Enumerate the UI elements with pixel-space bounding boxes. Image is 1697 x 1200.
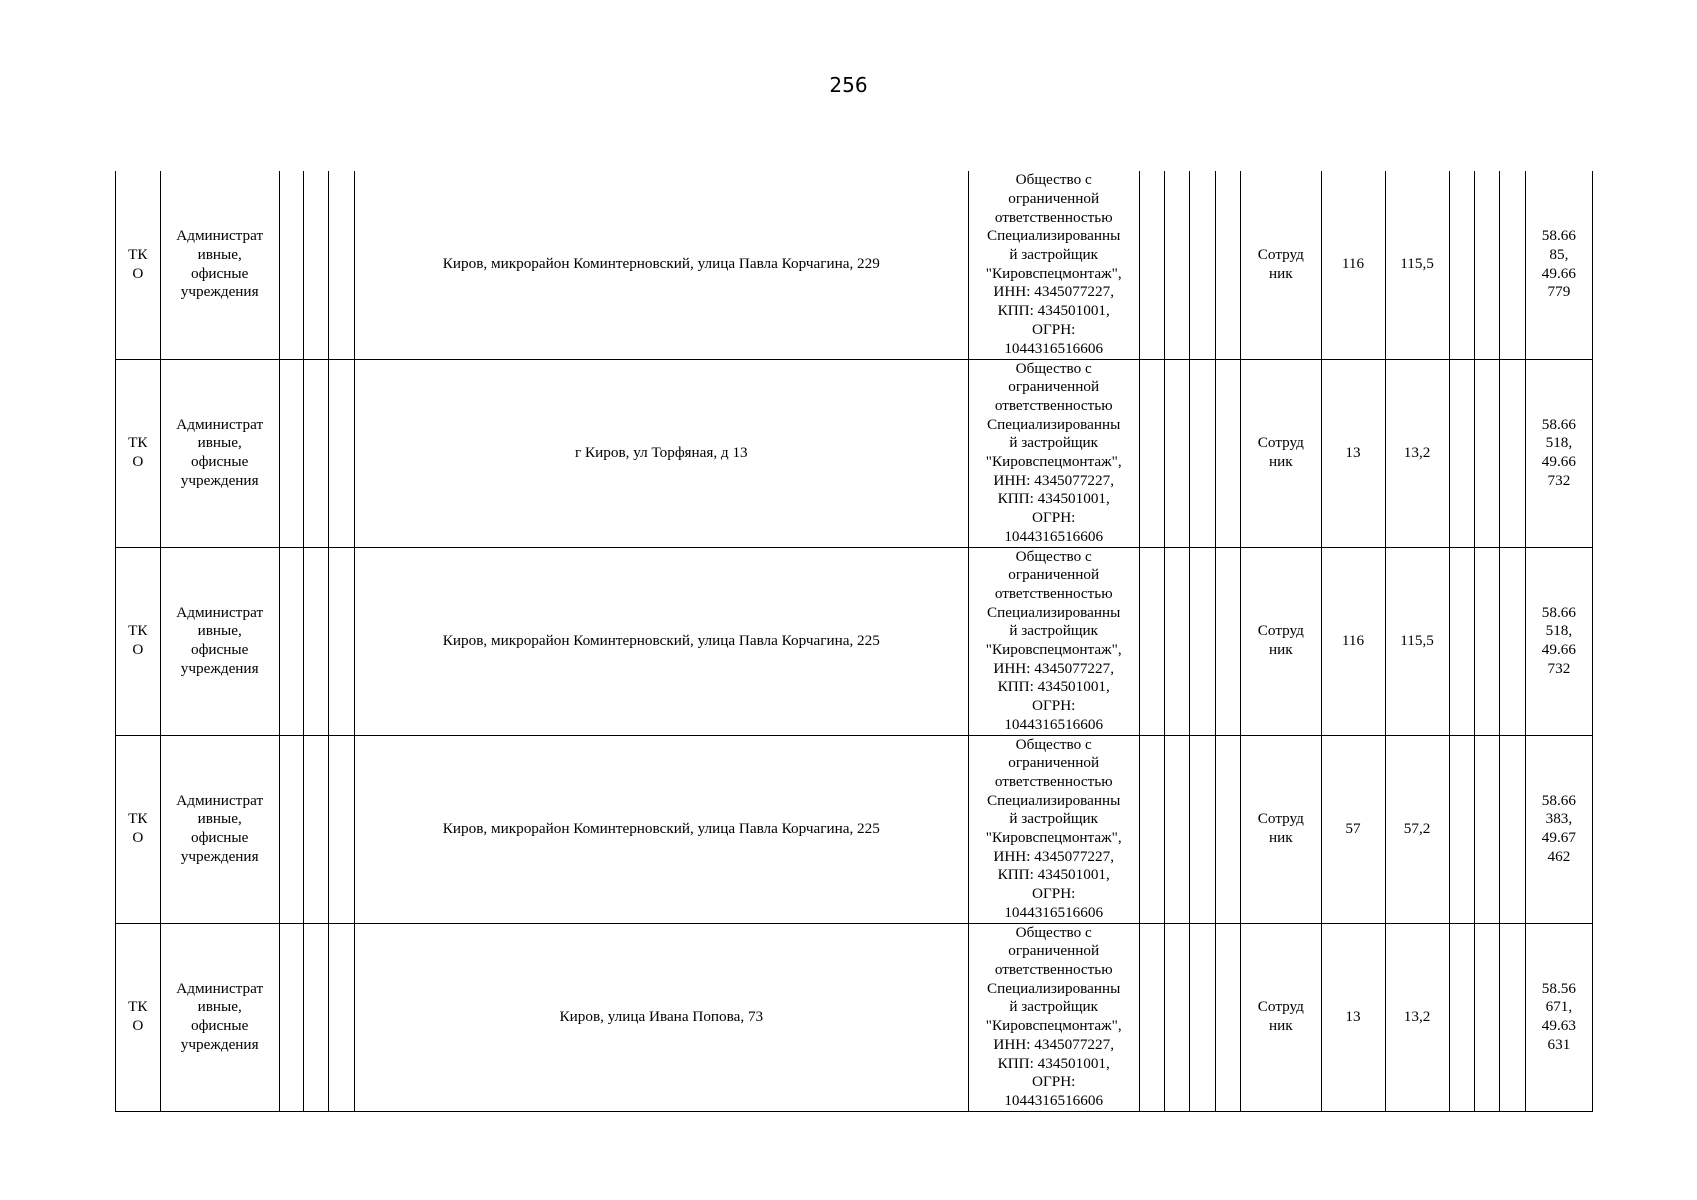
empty-cell xyxy=(1500,735,1525,923)
unit-cell xyxy=(1241,735,1321,923)
empty-cell xyxy=(1164,359,1189,547)
empty-cell xyxy=(1190,171,1215,359)
operator-text: Общество с ограниченной ответственностью Специализированны й застройщик "Кировспецмонтаж", ИНН: 4345077227, КПП: 434501001, ОГРН: 1044316516606 xyxy=(985,735,1122,921)
waste-type-cell xyxy=(116,547,161,735)
empty-cell xyxy=(1139,359,1164,547)
quantity-cell xyxy=(1321,359,1385,547)
empty-cell xyxy=(1215,359,1240,547)
unit-text: Сотруд ник xyxy=(1257,810,1304,847)
coordinates-text: 58.66 85, 49.66 779 xyxy=(1541,227,1576,301)
quantity-text: 13 xyxy=(1345,443,1361,461)
unit-text: Сотруд ник xyxy=(1257,622,1304,659)
empty-cell xyxy=(1449,923,1474,1111)
operator-cell xyxy=(968,171,1139,359)
empty-cell xyxy=(1164,735,1189,923)
page-number: 256 xyxy=(829,73,868,97)
table-row xyxy=(116,735,1593,923)
waste-type-text: ТК О xyxy=(128,246,148,282)
empty-cell xyxy=(279,547,303,735)
empty-cell xyxy=(1164,923,1189,1111)
unit-text: Сотруд ник xyxy=(1257,998,1304,1035)
operator-cell xyxy=(968,359,1139,547)
quantity-text: 57 xyxy=(1345,819,1361,837)
category-text: Администрат ивные, офисные учреждения xyxy=(176,791,264,865)
category-cell xyxy=(160,171,279,359)
table-row xyxy=(116,923,1593,1111)
volume-cell xyxy=(1385,735,1449,923)
volume-text: 13,2 xyxy=(1403,443,1431,461)
unit-text: Сотруд ник xyxy=(1257,246,1304,282)
operator-cell xyxy=(968,923,1139,1111)
address-text: г Киров, ул Торфяная, д 13 xyxy=(575,443,748,461)
empty-cell xyxy=(1474,735,1499,923)
empty-cell xyxy=(304,735,329,923)
volume-text: 115,5 xyxy=(1400,255,1434,273)
waste-type-cell xyxy=(116,735,161,923)
quantity-text: 13 xyxy=(1345,1007,1361,1025)
operator-text: Общество с ограниченной ответственностью Специализированны й застройщик "Кировспецмонтаж", ИНН: 4345077227, КПП: 434501001, ОГРН: 1044316516606 xyxy=(985,359,1122,545)
empty-cell xyxy=(1215,547,1240,735)
empty-cell xyxy=(1190,735,1215,923)
address-text: Киров, микрорайон Коминтерновский, улица Павла Корчагина, 225 xyxy=(442,631,880,649)
empty-cell xyxy=(1139,735,1164,923)
coordinates-text: 58.56 671, 49.63 631 xyxy=(1541,979,1576,1053)
empty-cell xyxy=(1474,171,1499,359)
volume-text: 57,2 xyxy=(1403,819,1431,837)
empty-cell xyxy=(1139,923,1164,1111)
empty-cell xyxy=(1449,171,1474,359)
empty-cell xyxy=(329,171,354,359)
address-cell xyxy=(354,547,968,735)
quantity-cell xyxy=(1321,735,1385,923)
empty-cell xyxy=(279,735,303,923)
operator-cell xyxy=(968,735,1139,923)
empty-cell xyxy=(329,735,354,923)
volume-cell xyxy=(1385,171,1449,359)
address-cell xyxy=(354,923,968,1111)
empty-cell xyxy=(1500,171,1525,359)
waste-type-text: ТК О xyxy=(128,810,148,847)
unit-cell xyxy=(1241,547,1321,735)
volume-cell xyxy=(1385,923,1449,1111)
empty-cell xyxy=(1190,923,1215,1111)
table-row xyxy=(116,359,1593,547)
table-row xyxy=(116,547,1593,735)
empty-cell xyxy=(279,171,303,359)
address-cell xyxy=(354,735,968,923)
empty-cell xyxy=(329,359,354,547)
quantity-text: 116 xyxy=(1341,631,1365,649)
category-text: Администрат ивные, офисные учреждения xyxy=(176,415,264,489)
coordinates-cell xyxy=(1525,735,1592,923)
unit-cell xyxy=(1241,923,1321,1111)
empty-cell xyxy=(304,923,329,1111)
empty-cell xyxy=(329,923,354,1111)
operator-text: Общество с ограниченной ответственностью Специализированны й застройщик "Кировспецмонтаж", ИНН: 4345077227, КПП: 434501001, ОГРН: 1044316516606 xyxy=(985,547,1122,733)
empty-cell xyxy=(1164,547,1189,735)
address-cell xyxy=(354,359,968,547)
volume-text: 115,5 xyxy=(1400,631,1434,649)
waste-type-text: ТК О xyxy=(128,622,148,659)
empty-cell xyxy=(1500,359,1525,547)
unit-text: Сотруд ник xyxy=(1257,434,1304,471)
quantity-cell xyxy=(1321,171,1385,359)
category-cell xyxy=(160,923,279,1111)
volume-text: 13,2 xyxy=(1403,1007,1431,1025)
empty-cell xyxy=(1139,547,1164,735)
empty-cell xyxy=(1500,923,1525,1111)
category-text: Администрат ивные, офисные учреждения xyxy=(176,979,264,1053)
coordinates-text: 58.66 518, 49.66 732 xyxy=(1541,603,1576,677)
category-cell xyxy=(160,359,279,547)
coordinates-cell xyxy=(1525,547,1592,735)
operator-cell xyxy=(968,547,1139,735)
quantity-cell xyxy=(1321,923,1385,1111)
unit-cell xyxy=(1241,171,1321,359)
empty-cell xyxy=(329,547,354,735)
table-row xyxy=(116,171,1593,359)
coordinates-cell xyxy=(1525,171,1592,359)
waste-type-cell xyxy=(116,923,161,1111)
unit-cell xyxy=(1241,359,1321,547)
coordinates-cell xyxy=(1525,923,1592,1111)
empty-cell xyxy=(1474,923,1499,1111)
coordinates-cell xyxy=(1525,359,1592,547)
address-cell xyxy=(354,171,968,359)
empty-cell xyxy=(1449,735,1474,923)
empty-cell xyxy=(279,923,303,1111)
address-text: Киров, улица Ивана Попова, 73 xyxy=(559,1007,764,1025)
empty-cell xyxy=(1215,923,1240,1111)
empty-cell xyxy=(1449,547,1474,735)
coordinates-text: 58.66 383, 49.67 462 xyxy=(1541,791,1576,865)
empty-cell xyxy=(1500,547,1525,735)
empty-cell xyxy=(1190,547,1215,735)
category-text: Администрат ивные, офисные учреждения xyxy=(176,603,264,677)
coordinates-text: 58.66 518, 49.66 732 xyxy=(1541,415,1576,489)
quantity-cell xyxy=(1321,547,1385,735)
address-text: Киров, микрорайон Коминтерновский, улица Павла Корчагина, 225 xyxy=(442,819,880,837)
empty-cell xyxy=(1190,359,1215,547)
waste-type-cell xyxy=(116,359,161,547)
empty-cell xyxy=(1139,171,1164,359)
empty-cell xyxy=(1215,735,1240,923)
category-cell xyxy=(160,547,279,735)
waste-sites-table xyxy=(115,171,1593,1112)
empty-cell xyxy=(279,359,303,547)
waste-type-text: ТК О xyxy=(128,434,148,471)
operator-text: Общество с ограниченной ответственностью Специализированны й застройщик "Кировспецмонтаж", ИНН: 4345077227, КПП: 434501001, ОГРН: 1044316516606 xyxy=(985,171,1122,357)
empty-cell xyxy=(304,547,329,735)
waste-type-text: ТК О xyxy=(128,998,148,1035)
address-text: Киров, микрорайон Коминтерновский, улица Павла Корчагина, 229 xyxy=(442,255,880,273)
empty-cell xyxy=(1215,171,1240,359)
empty-cell xyxy=(1449,359,1474,547)
volume-cell xyxy=(1385,359,1449,547)
empty-cell xyxy=(1474,359,1499,547)
empty-cell xyxy=(1164,171,1189,359)
operator-text: Общество с ограниченной ответственностью Специализированны й застройщик "Кировспецмонтаж", ИНН: 4345077227, КПП: 434501001, ОГРН: 1044316516606 xyxy=(985,923,1122,1109)
empty-cell xyxy=(304,359,329,547)
empty-cell xyxy=(1474,547,1499,735)
category-cell xyxy=(160,735,279,923)
waste-type-cell xyxy=(116,171,161,359)
empty-cell xyxy=(304,171,329,359)
volume-cell xyxy=(1385,547,1449,735)
quantity-text: 116 xyxy=(1341,255,1365,273)
category-text: Администрат ивные, офисные учреждения xyxy=(176,227,264,301)
